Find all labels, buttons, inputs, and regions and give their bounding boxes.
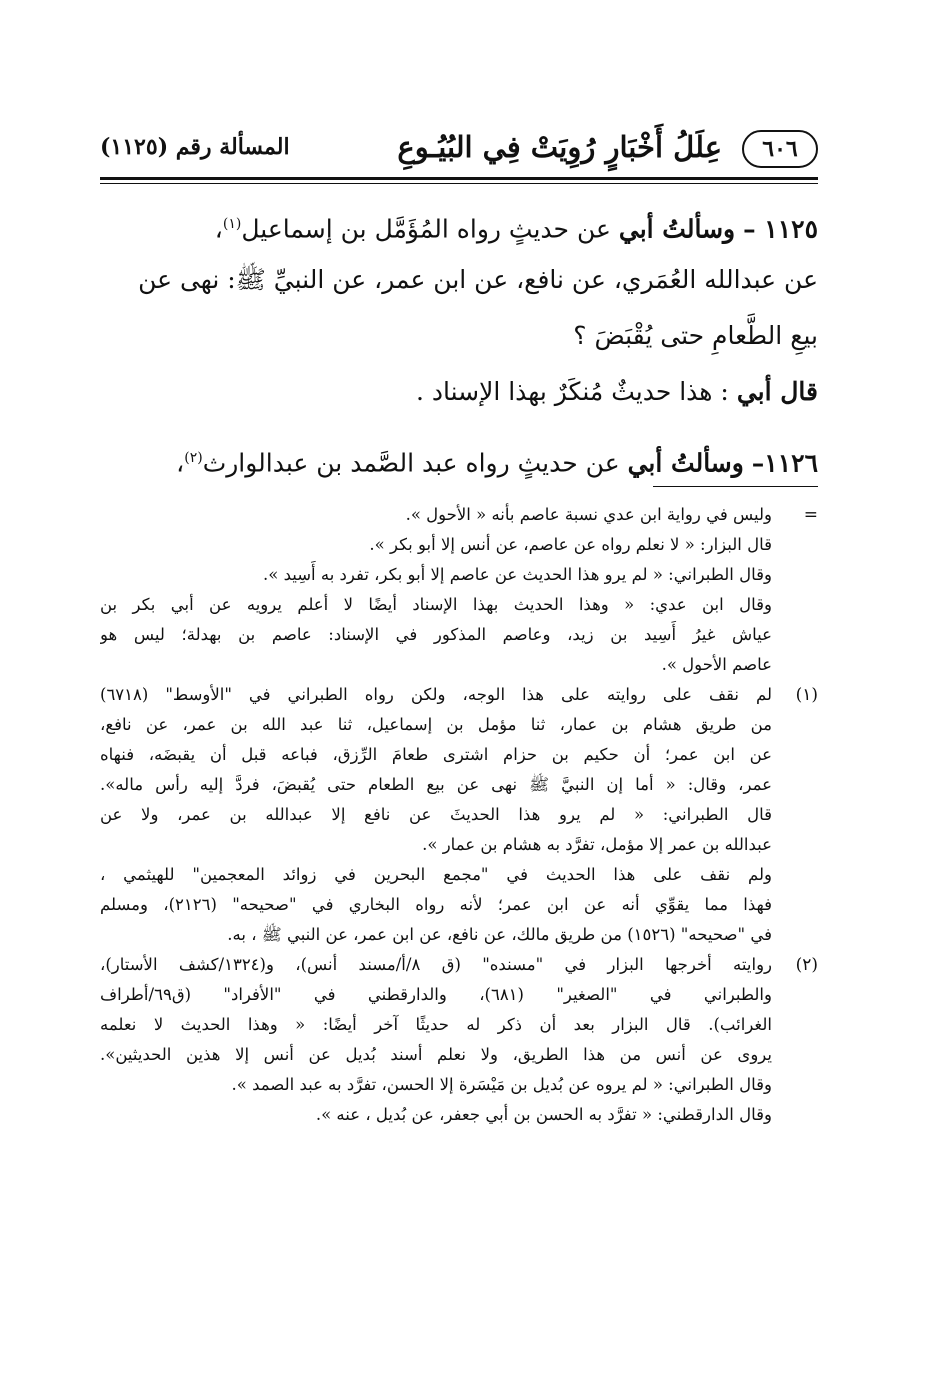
footnote-line: وقال الطبراني: « لم يروه عن بُديل بن مَيْسَرة إلا الحسن، تفرَّد به عبد الصمد ». [231, 1075, 772, 1094]
main-line-4 [100, 364, 818, 420]
page-number: ٦٠٦ [742, 130, 818, 168]
footnote-line: لم نقف على روايته على هذا الوجه، ولكن رواه الطبراني في "الأوسط" (٦٧١٨) [100, 685, 772, 704]
question-lead: وسألتُ أبي [618, 214, 736, 244]
footnote-ref: (١) [222, 216, 242, 232]
footnote-line: عبدالله بن عمر إلا مؤمل، تفرَّد به هشام بن عمار ». [422, 835, 772, 854]
main-text-span: : هذا حديثٌ مُنكَرٌ بهذا الإسناد . [415, 377, 729, 406]
answer-lead: قال أبي [736, 377, 818, 406]
question-lead: وسألتُ أبي [627, 448, 744, 478]
footnote-line: من طريق هشام بن عمار، ثنا مؤمل بن إسماعيل، ثنا عبد الله بن عمر، عن نافع، [100, 715, 772, 734]
footnote-line: الغرائب). قال البزار بعد أن ذكر له حديثًا آخر أيضًا: « وهذا الحديث لا نعلمه [100, 1015, 772, 1034]
footnote-1 [100, 680, 818, 950]
main-text [100, 196, 818, 486]
footnote-line: وقال الطبراني: « لم يرو هذا الحديث عن عاصم إلا أبو بكر، تفرد به أَسِيد ». [262, 565, 772, 584]
main-text-span: بيعِ الطَّعامِ حتى يُقْبَضَ ؟ [573, 321, 818, 350]
footnote-separator [653, 486, 818, 487]
footnote-line: والطبراني في "الصغير" (٦٨١)، والدارقطني في "الأفراد" (ق٦٩/أطراف [100, 985, 772, 1004]
footnote-line: عياش غيرُ أَسِيد بن زيد، وعاصم المذكور في الإسناد: عاصم بن بهدلة؛ ليس هو [100, 625, 772, 644]
footnote-marker: = [803, 505, 818, 525]
footnote-line: قال الطبراني: « لم يرو هذا الحديثَ عن نافع إلا عبدالله بن عمر، ولا عن [100, 805, 772, 824]
page-header [100, 130, 818, 172]
footnote-ref: (٢) [184, 450, 203, 466]
main-line-2 [100, 252, 818, 308]
footnote-line: ولم نقف على هذا الحديث في "مجمع البحرين في زوائد المعجمين" للهيثمي ، [100, 865, 772, 884]
main-text-span: عن حديثٍ رواه المُؤَمَّل بن إسماعيل [241, 214, 611, 244]
issue-number: ١١٢٦– [751, 448, 818, 478]
header-rule-thick [100, 177, 818, 180]
book-title: عِلَلُ أَخْبَارٍ رُوِيَتْ فِي البُيُـوعِ [397, 130, 722, 164]
main-line-3 [100, 308, 818, 364]
main-line-5 [100, 430, 818, 486]
footnote-line: قال البزار: « لا نعلم رواه عن عاصم، عن أنس إلا أبو بكر ». [369, 535, 772, 554]
main-text-span: عن عبدالله العُمَري، عن نافع، عن ابن عمر، عن النبيِّ ﷺ: نهى عن [138, 265, 818, 294]
footnote-marker: (٢) [795, 955, 818, 975]
footnote-marker: (١) [795, 685, 818, 705]
footnotes [100, 500, 818, 1130]
footnote-line: فهذا مما يقوِّي أنه عن ابن عمر؛ لأنه رواه البخاري في "صحيحه" (٢١٢٦)، ومسلم [100, 895, 772, 914]
footnote-line: في "صحيحه" (١٥٢٦) من طريق مالك، عن نافع، عن ابن عمر، عن النبي ﷺ ، به. [227, 925, 772, 944]
footnote-line: عاصم الأحول ». [661, 655, 772, 674]
issue-label: المسألة رقم (١١٢٥) [100, 134, 290, 160]
footnote-line: وليس في رواية ابن عدي نسبة عاصم بأنه « الأحول ». [405, 505, 772, 524]
footnote-2 [100, 950, 818, 1130]
main-line-1 [100, 196, 818, 252]
footnote-continued [100, 500, 818, 680]
footnote-line: عمر، وقال: « أما إن النبيَّ ﷺ نهى عن بيع الطعام حتى يُقبضَ، فردَّ إليه رأس ماله». [100, 775, 772, 794]
main-text-span: عن حديثٍ رواه عبد الصَّمد بن عبدالوارث [202, 448, 620, 478]
footnote-line: روايته أخرجها البزار في "مسنده" (ق ٨/أ/مسند أنس)، و(١٣٢٤/كشف الأستار)، [100, 955, 772, 974]
footnote-line: وقال ابن عدي: « وهذا الحديث بهذا الإسناد أيضًا لا أعلم يرويه عن أبي بكر بن [100, 595, 772, 614]
header-rule-thin [100, 183, 818, 184]
footnote-line: وقال الدارقطني: « تفرَّد به الحسن بن أبي جعفر، عن بُديل ، عنه ». [315, 1105, 772, 1124]
punctuation: ، [214, 214, 223, 244]
issue-number: ١١٢٥ – [743, 214, 818, 244]
footnote-line: يروى عن أنس من هذا الطريق، ولا نعلم أسند بُديل عن أنس إلا هذين الحديثين». [100, 1045, 772, 1064]
punctuation: ، [176, 448, 185, 478]
footnote-line: عن ابن عمر؛ أن حكيم بن حزام اشترى طعامَ الرِّزق، فباعه قبل أن يقبضَه، فنهاه [100, 745, 772, 764]
